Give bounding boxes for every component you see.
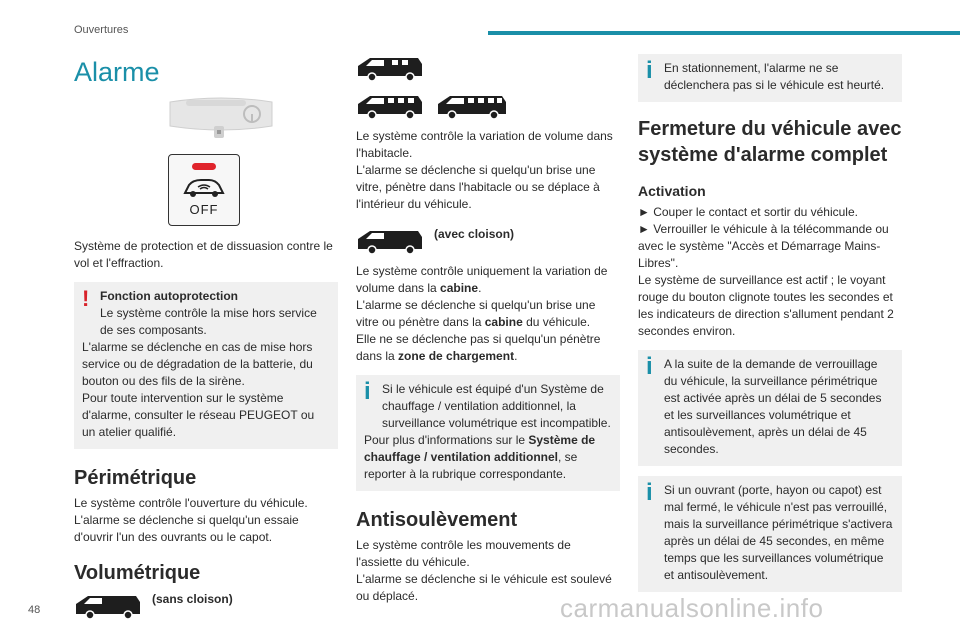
section-antisoulevement: Antisoulèvement [356, 509, 518, 531]
info-icon: i [646, 353, 653, 380]
cabine-para-2: L'alarme se déclenche si quelqu'un brise une vitre ou pénètre dans la cabine du véhicule. [356, 298, 596, 329]
warning-line-1: Le système contrôle la mise hors service de ses composants. [100, 306, 317, 337]
warning-line-2: L'alarme se déclenche en cas de mise hors service ou de dégradation de la batterie, du bouton ou des fils de la sirène. [82, 340, 313, 388]
van-icons-row [356, 92, 620, 120]
volume-para-2: L'alarme se déclenche si quelqu'un brise une vitre, pénètre dans l'habitacle ou se déplace à l'intérieur du véhicule. [356, 163, 600, 211]
van-sans-cloison-row [74, 592, 338, 620]
warning-heading: Fonction autoprotection [100, 289, 238, 303]
antisoulevement-line-1: Le système contrôle les mouvements de l'assiette du véhicule. [356, 538, 571, 569]
info-box-stationnement [638, 54, 902, 102]
column-1 [74, 52, 338, 620]
van-icon-long-2 [436, 92, 508, 120]
alarm-led-indicator [192, 163, 216, 170]
cabine-para-3: Elle ne se déclenche pas si quelqu'un pénètre dans la zone de chargement. [356, 332, 601, 363]
info-icon: i [646, 479, 653, 506]
van-icon [74, 592, 142, 620]
page-title: Alarme [74, 57, 160, 87]
perimetrique-line-1: Le système contrôle l'ouverture du véhicule. [74, 496, 308, 510]
info-stationnement: En stationnement, l'alarme ne se déclenchera pas si le véhicule est heurté. [664, 61, 885, 92]
header-title: Ouvertures [74, 24, 129, 36]
interior-mirror-icon [166, 96, 276, 144]
perimetrique-line-2: L'alarme se déclenche si quelqu'un essaie d'ouvrir l'un des ouvrants ou le capot. [74, 513, 299, 544]
info-box-verrouillage [638, 350, 902, 466]
van-icon-short [356, 54, 424, 82]
intro-text: Système de protection et de dissuasion contre le vol et l'effraction. [74, 239, 333, 270]
column-3 [638, 52, 902, 592]
warning-line-3: Pour toute intervention sur le système d'alarme, consulter le réseau PEUGEOT ou un atelier qualifié. [82, 391, 315, 439]
van-icon-partition [356, 227, 424, 255]
van-label-sans-cloison: (sans cloison) [152, 591, 233, 606]
warning-box-autoprotection [74, 282, 338, 449]
activation-note: Le système de surveillance est actif ; le voyant rouge du bouton clignote toutes les secondes et les indicateurs de direction s'allument pendant 2 secondes environ. [638, 273, 894, 338]
page-number: 48 [28, 604, 41, 616]
warning-exclamation-icon: ! [82, 286, 90, 311]
cabine-para-1: Le système contrôle uniquement la variation de volume dans la cabine. [356, 264, 608, 295]
info-box-chauffage [356, 375, 620, 491]
alarm-button-off-label: OFF [189, 202, 219, 217]
antisoulevement-line-2: L'alarme se déclenche si le véhicule est soulevé ou déplacé. [356, 572, 612, 603]
info-chauffage-a: Si le véhicule est équipé d'un Système de chauffage / ventilation additionnel, la surveillance volumétrique est incompatible. [382, 382, 611, 430]
alarm-button-panel [168, 154, 240, 226]
watermark: carmanualsonline.info [560, 593, 824, 623]
volume-para-1: Le système contrôle la variation de volume dans l'habitacle. [356, 129, 613, 160]
van-icon-long-1 [356, 92, 424, 120]
activation-step-2: ► Verrouiller le véhicule à la télécommande ou avec le système "Accès et Démarrage Mains-Libres". [638, 222, 889, 270]
info-ouvrant: Si un ouvrant (porte, hayon ou capot) est mal fermé, le véhicule n'est pas verrouillé, mais la surveillance périmétrique s'activera après un délai de 45 secondes, en même temps que les surveillances volumétrique et antisoulèvement. [664, 483, 893, 582]
info-icon: i [646, 57, 653, 84]
alarm-car-icon [181, 175, 227, 199]
subsection-activation: Activation [638, 183, 706, 199]
section-perimetrique: Périmétrique [74, 467, 197, 489]
van-label-avec-cloison: (avec cloison) [434, 226, 515, 241]
activation-step-1: ► Couper le contact et sortir du véhicule. [638, 205, 858, 219]
section-fermeture: Fermeture du véhicule avec système d'alarme complet [638, 118, 902, 166]
info-chauffage-b: Pour plus d'informations sur le Système de chauffage / ventilation additionnel, se reporter à la rubrique correspondante. [364, 433, 596, 481]
info-verrouillage: A la suite de la demande de verrouillage du véhicule, la surveillance périmétrique est activée après un délai de 5 secondes et les surveillances volumétrique et antisoulèvement, après un délai de 45 secondes. [664, 357, 882, 456]
section-volumetrique: Volumétrique [74, 562, 201, 584]
info-box-ouvrant [638, 476, 902, 592]
van-avec-cloison-row [356, 227, 620, 255]
info-icon: i [364, 378, 371, 405]
header-accent-bar [488, 31, 960, 35]
column-2 [356, 52, 620, 605]
